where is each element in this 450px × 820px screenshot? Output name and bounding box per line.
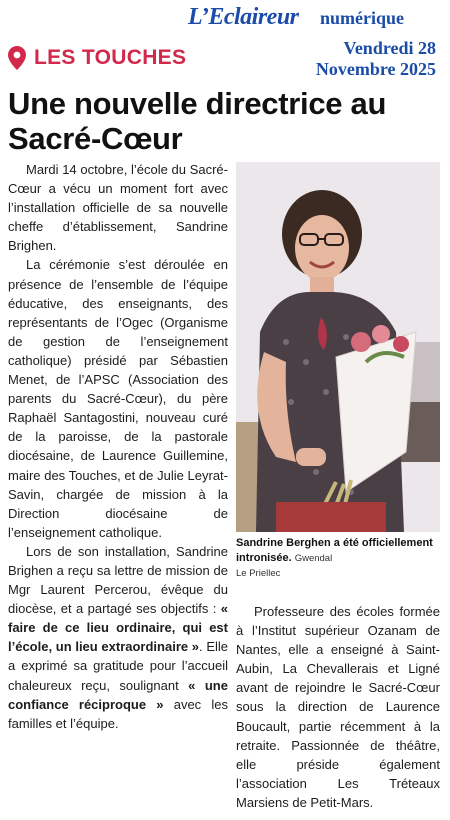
paragraph-2: La cérémonie s’est déroulée en présence de l’ensemble de l’équipe éducative, des enseignants, des représentants de l’Ogec (Organisme de gestion de l’enseignement catholique) présidé par Sébastien Menet, de l’APSC (Association des parents du Sacré-Cœur), du père Raphaël Santagostini, nouveau curé de la paroisse, de la pastorale diocésaine, de Laurence Guillemine, maire des Touches, et de Julie Leyrat-Savin, chargée de mission à la Direction diocésaine de l’enseignement catholique. — [8, 257, 228, 540]
location-label: LES TOUCHES — [34, 46, 187, 69]
article-headline: Une nouvelle directrice au Sacré-Cœur — [8, 86, 387, 156]
paragraph-3 — [8, 542, 228, 733]
paragraph-3-text-a: Lors de son installation, Sandrine Brighen a reçu sa lettre de mission de Mgr Laurent Percerou, évêque du diocèse, et a partagé ses objectifs : — [8, 543, 228, 617]
brand-logo: L’Eclaireur — [188, 4, 299, 30]
paragraph-3-text-b: . Elle a exprimé sa gratitude pour l’accueil chaleureux reçu, soulignant — [8, 639, 229, 693]
brand-suffix: numérique — [320, 8, 405, 28]
paragraph-3-text-c: avec les familles et l’équipe. — [8, 696, 228, 731]
article-photo — [236, 162, 440, 532]
caption-text: Sandrine Berghen a été officiellement intronisée. — [236, 537, 433, 564]
photo-credit-first: Gwendal — [294, 553, 333, 564]
photo-credit-last: Le Priellec — [236, 568, 281, 579]
map-pin-icon — [8, 46, 26, 70]
location-tag — [8, 46, 186, 70]
photo-caption — [236, 536, 440, 581]
paragraph-4: Professeure des écoles formée à l’Institut supérieur Ozanam de Nantes, elle a enseigné à Saint-Aubin, La Chevallerais et Ligné avant de rejoindre le Sacré-Cœur sous la direction de Laurence Boucault, partie récemment à la retraite. Passionnée de théâtre, elle préside également l’association Les Tréteaux Marsiens de Petit-Mars. — [236, 604, 440, 810]
date-line-2: Novembre 2025 — [315, 59, 436, 79]
portrait-illustration — [236, 162, 440, 532]
date-line-1: Vendredi 28 — [343, 38, 436, 58]
paragraph-1: Mardi 14 octobre, l’école du Sacré-Cœur a vécu un moment fort avec l’installation officielle de sa nouvelle cheffe d’établissement, Sandrine Brighen. — [8, 162, 228, 254]
masthead — [0, 0, 450, 90]
article-column-left — [8, 160, 228, 733]
publication-date — [256, 38, 436, 80]
quote-objective: « faire de ce lieu ordinaire, qui est l’école, un lieu extraordinaire » — [8, 601, 228, 655]
article-column-right — [236, 602, 440, 812]
quote-confidence: « une confiance réciproque » — [8, 677, 228, 712]
